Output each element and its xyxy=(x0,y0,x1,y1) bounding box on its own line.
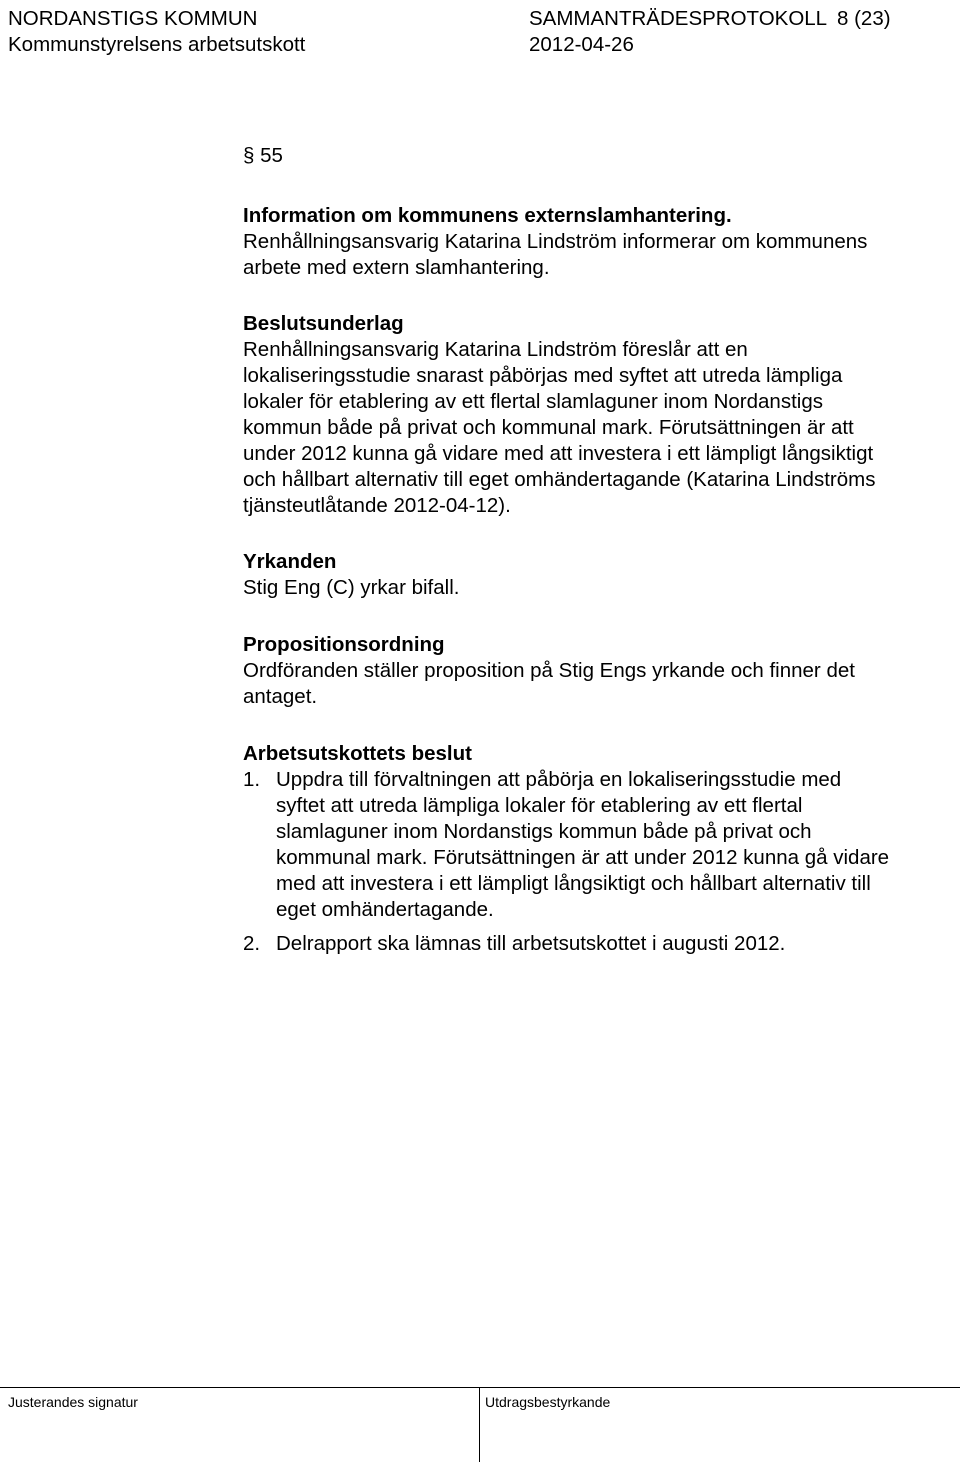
beslutsunderlag-line: och hållbart alternativ till eget omhändertagande (Katarina Lindströms xyxy=(243,468,876,491)
meeting-date: 2012-04-26 xyxy=(529,33,634,56)
beslutsunderlag-line: under 2012 kunna gå vidare med att investera i ett lämpligt långsiktigt xyxy=(243,442,874,465)
footer-certification-label: Utdragsbestyrkande xyxy=(485,1394,611,1410)
paragraph-title: Information om kommunens externslamhantering. xyxy=(243,204,732,227)
page-number: 8 (23) xyxy=(837,7,891,30)
section-heading-beslut: Arbetsutskottets beslut xyxy=(243,742,472,765)
decision-line: syftet att utreda lämpliga lokaler för etablering av ett flertal xyxy=(276,794,803,817)
org-name: NORDANSTIGS KOMMUN xyxy=(8,7,258,30)
decision-item-text xyxy=(276,931,785,957)
beslutsunderlag-line: Renhållningsansvarig Katarina Lindström föreslår att en xyxy=(243,338,748,361)
section-heading-propositionsordning: Propositionsordning xyxy=(243,633,445,656)
yrkanden-text: Stig Eng (C) yrkar bifall. xyxy=(243,576,460,599)
intro-line: arbete med extern slamhantering. xyxy=(243,256,550,279)
decision-line: Uppdra till förvaltningen att påbörja en lokaliseringsstudie med xyxy=(276,768,842,791)
propositionsordning-line: Ordföranden ställer proposition på Stig Engs yrkande och finner det xyxy=(243,659,855,682)
beslutsunderlag-line: lokaliseringsstudie snarast påbörjas med syftet att utreda lämpliga xyxy=(243,364,843,387)
decision-item-number: 1. xyxy=(243,768,261,791)
decision-line: slamlaguner inom Nordanstigs kommun både på privat och xyxy=(276,820,812,843)
decision-line: kommunal mark. Förutsättningen är att under 2012 kunna gå vidare xyxy=(276,846,890,869)
committee-name: Kommunstyrelsens arbetsutskott xyxy=(8,33,306,56)
document-type: SAMMANTRÄDESPROTOKOLL xyxy=(529,7,828,30)
propositionsordning-line: antaget. xyxy=(243,685,318,708)
decision-line: med att investera i ett lämpligt långsiktigt och hållbart alternativ till xyxy=(276,872,871,895)
section-heading-yrkanden: Yrkanden xyxy=(243,550,337,573)
footer-signature-label: Justerandes signatur xyxy=(8,1394,138,1410)
beslutsunderlag-line: lokaler för etablering av ett flertal slamlaguner inom Nordanstigs xyxy=(243,390,823,413)
decision-item-number: 2. xyxy=(243,932,261,955)
beslutsunderlag-line: tjänsteutlåtande 2012-04-12). xyxy=(243,494,511,517)
footer-divider-vertical xyxy=(479,1388,480,1462)
footer-divider xyxy=(0,1387,960,1388)
decision-line: Delrapport ska lämnas till arbetsutskottet i augusti 2012. xyxy=(276,932,786,955)
decision-item-text xyxy=(276,767,889,923)
decision-line: eget omhändertagande. xyxy=(276,898,494,921)
intro-line: Renhållningsansvarig Katarina Lindström informerar om kommunens xyxy=(243,230,868,253)
beslutsunderlag-line: kommun både på privat och kommunal mark. Förutsättningen är att xyxy=(243,416,854,439)
paragraph-number: § 55 xyxy=(243,144,283,167)
section-heading-beslutsunderlag: Beslutsunderlag xyxy=(243,312,404,335)
